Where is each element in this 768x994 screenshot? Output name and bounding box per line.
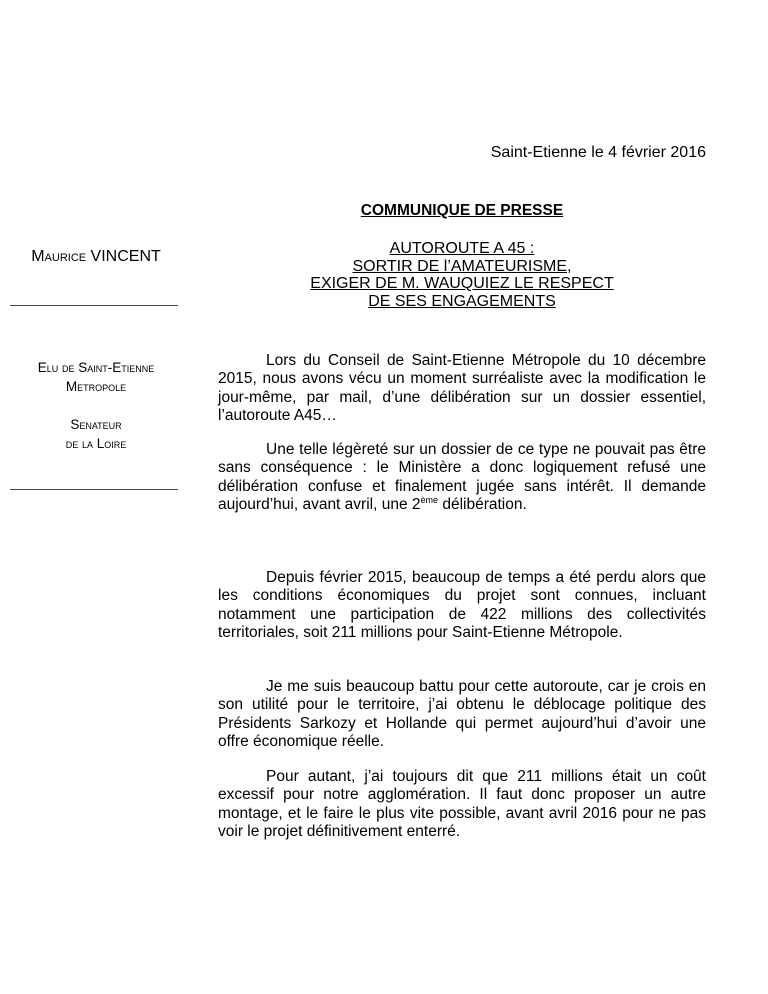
paragraph-text: délibération. — [438, 495, 527, 513]
role-line: de la Loire — [65, 436, 127, 451]
press-release-title — [218, 240, 706, 310]
paragraph-text: Une telle légèreté sur un dossier de ce type ne pouvait pas être sans conséquence : le Ministère a donc logiquement refusé une délibération confuse et finalement jugée sans intérêt. Il demande aujourd’hui, avant avril, une 2 — [218, 441, 706, 513]
author-role-senator — [0, 415, 192, 453]
press-release-date: Saint-Etienne le 4 février 2016 — [490, 144, 706, 161]
body-paragraph: Depuis février 2015, beaucoup de temps a été perdu alors que les conditions économiques du projet sont connues, incluant notamment une participation de 422 millions des collectivités territoriales, soit 211 millions pour Saint-Etienne Métropole. — [218, 569, 706, 641]
title-line: SORTIR DE l’AMATEURISME, — [352, 257, 572, 275]
ordinal-superscript: ème — [420, 494, 439, 505]
role-line: Metropole — [65, 379, 127, 394]
role-line: Elu de Saint-Etienne — [37, 360, 155, 375]
title-line: AUTOROUTE A 45 : — [389, 240, 535, 257]
author-name: Maurice VINCENT — [31, 248, 161, 265]
press-release-heading: COMMUNIQUE DE PRESSE — [360, 202, 564, 219]
author-role-metropole — [0, 358, 192, 396]
body-paragraph: Je me suis beaucoup battu pour cette autoroute, car je crois en son utilité pour le territoire, j’ai obtenu le déblocage politique des Présidents Sarkozy et Hollande qui permet aujourd’hui d’avoir une offre économique réelle. — [218, 678, 706, 750]
sidebar-divider — [10, 489, 178, 490]
title-line: EXIGER DE M. WAUQUIEZ LE RESPECT — [310, 275, 614, 292]
body-paragraph: Pour autant, j’ai toujours dit que 211 millions était un coût excessif pour notre agglomération. Il faut donc proposer un autre montage, et le faire le plus vite possible, avant avril 2016 pour ne pas voir le projet définitivement enterré. — [218, 768, 706, 840]
role-line: Senateur — [70, 417, 122, 432]
sidebar-divider — [10, 305, 178, 306]
title-line: DE SES ENGAGEMENTS — [368, 292, 556, 310]
body-paragraph — [218, 441, 706, 514]
body-paragraph: Lors du Conseil de Saint-Etienne Métropole du 10 décembre 2015, nous avons vécu un moment surréaliste avec la modification le jour-même, par mail, d’une délibération sur un dossier essentiel, l’autoroute A45… — [218, 352, 706, 424]
